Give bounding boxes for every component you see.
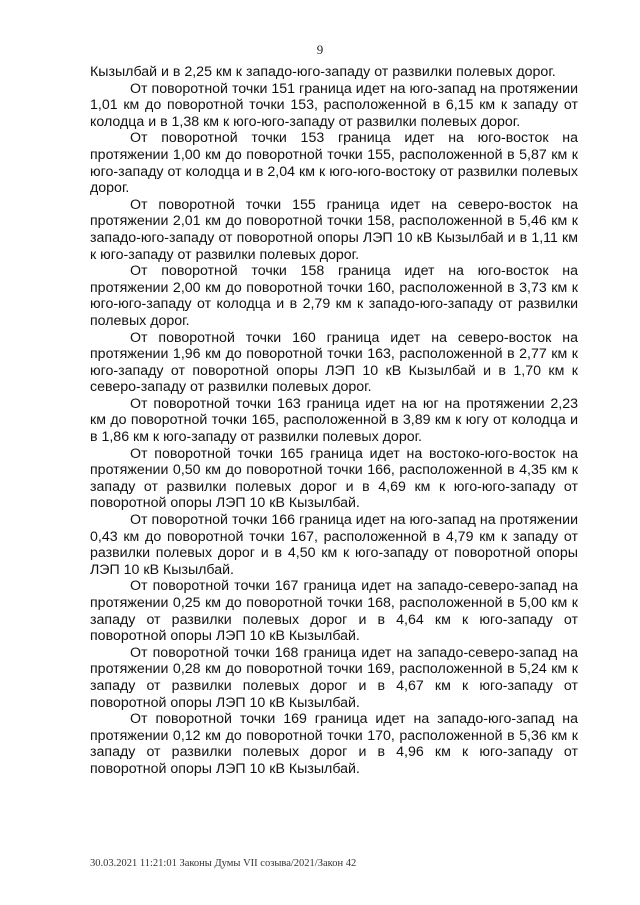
paragraph: От поворотной точки 155 граница идет на северо-восток на протяжении 2,01 км до поворотной точки 158, расположенной в 5,46 км к западо-юго-западу от поворотной опоры ЛЭП 10 кВ Кызылбай и в 1,11 км к юго-западу от развилки полевых дорог. — [90, 196, 578, 263]
paragraph: От поворотной точки 165 граница идет на востоко-юго-восток на протяжении 0,50 км до поворотной точки 166, расположенной в 4,35 км к западу от развилки полевых дорог и в 4,69 км к юго-юго-западу от поворотной опоры ЛЭП 10 кВ Кызылбай. — [90, 445, 578, 512]
document-body — [90, 64, 578, 778]
paragraph: От поворотной точки 166 граница идет на юго-запад на протяжении 0,43 км до поворотной точки 167, расположенной в 4,79 км к западу от развилки полевых дорог и в 4,50 км к юго-западу от поворотной опоры ЛЭП 10 кВ Кызылбай. — [90, 512, 578, 578]
paragraph: От поворотной точки 158 граница идет на юго-восток на протяжении 2,00 км до поворотной точки 160, расположенной в 3,73 км к юго-юго-западу от колодца и в 2,79 км к западо-юго-западу от развилки полевых дорог. — [90, 263, 578, 329]
paragraph: От поворотной точки 169 граница идет на западо-юго-запад на протяжении 0,12 км до поворотной точки 170, расположенной в 5,36 км к западу от развилки полевых дорог и в 4,96 км к юго-западу от поворотной опоры ЛЭП 10 кВ Кызылбай. — [90, 711, 578, 777]
paragraph: От поворотной точки 163 граница идет на юг на протяжении 2,23 км до поворотной точки 165, расположенной в 3,89 км к югу от колодца и в 1,86 км к юго-западу от развилки полевых дорог. — [90, 395, 578, 446]
paragraph: От поворотной точки 167 граница идет на западо-северо-запад на протяжении 0,25 км до поворотной точки 168, расположенной в 5,00 км к западу от развилки полевых дорог и в 4,64 км к юго-западу от поворотной опоры ЛЭП 10 кВ Кызылбай. — [90, 578, 578, 645]
paragraph: От поворотной точки 168 граница идет на западо-северо-запад на протяжении 0,28 км до поворотной точки 169, расположенной в 5,24 км к западу от развилки полевых дорог и в 4,67 км к юго-западу от поворотной опоры ЛЭП 10 кВ Кызылбай. — [90, 644, 578, 711]
paragraph: Кызылбай и в 2,25 км к западо-юго-западу от развилки полевых дорог. — [90, 64, 556, 80]
paragraph: От поворотной точки 151 граница идет на юго-запад на протяжении 1,01 км до поворотной точки 153, расположенной в 6,15 км к западу от колодца и в 1,38 км к юго-юго-западу от развилки полевых дорог. — [90, 80, 578, 130]
paragraph: От поворотной точки 153 граница идет на юго-восток на протяжении 1,00 км до поворотной точки 155, расположенной в 5,87 км к юго-западу от колодца и в 2,04 км к юго-юго-востоку от развилки полевых дорог. — [90, 130, 578, 197]
page-number: 9 — [316, 42, 324, 57]
paragraph: От поворотной точки 160 граница идет на северо-восток на протяжении 1,96 км до поворотной точки 163, расположенной в 2,77 км к юго-западу от поворотной опоры ЛЭП 10 кВ Кызылбай и в 1,70 км к северо-западу от развилки полевых дорог. — [90, 329, 578, 396]
document-footer: 30.03.2021 11:21:01 Законы Думы VII созыва/2021/Закон 42 — [90, 858, 357, 869]
